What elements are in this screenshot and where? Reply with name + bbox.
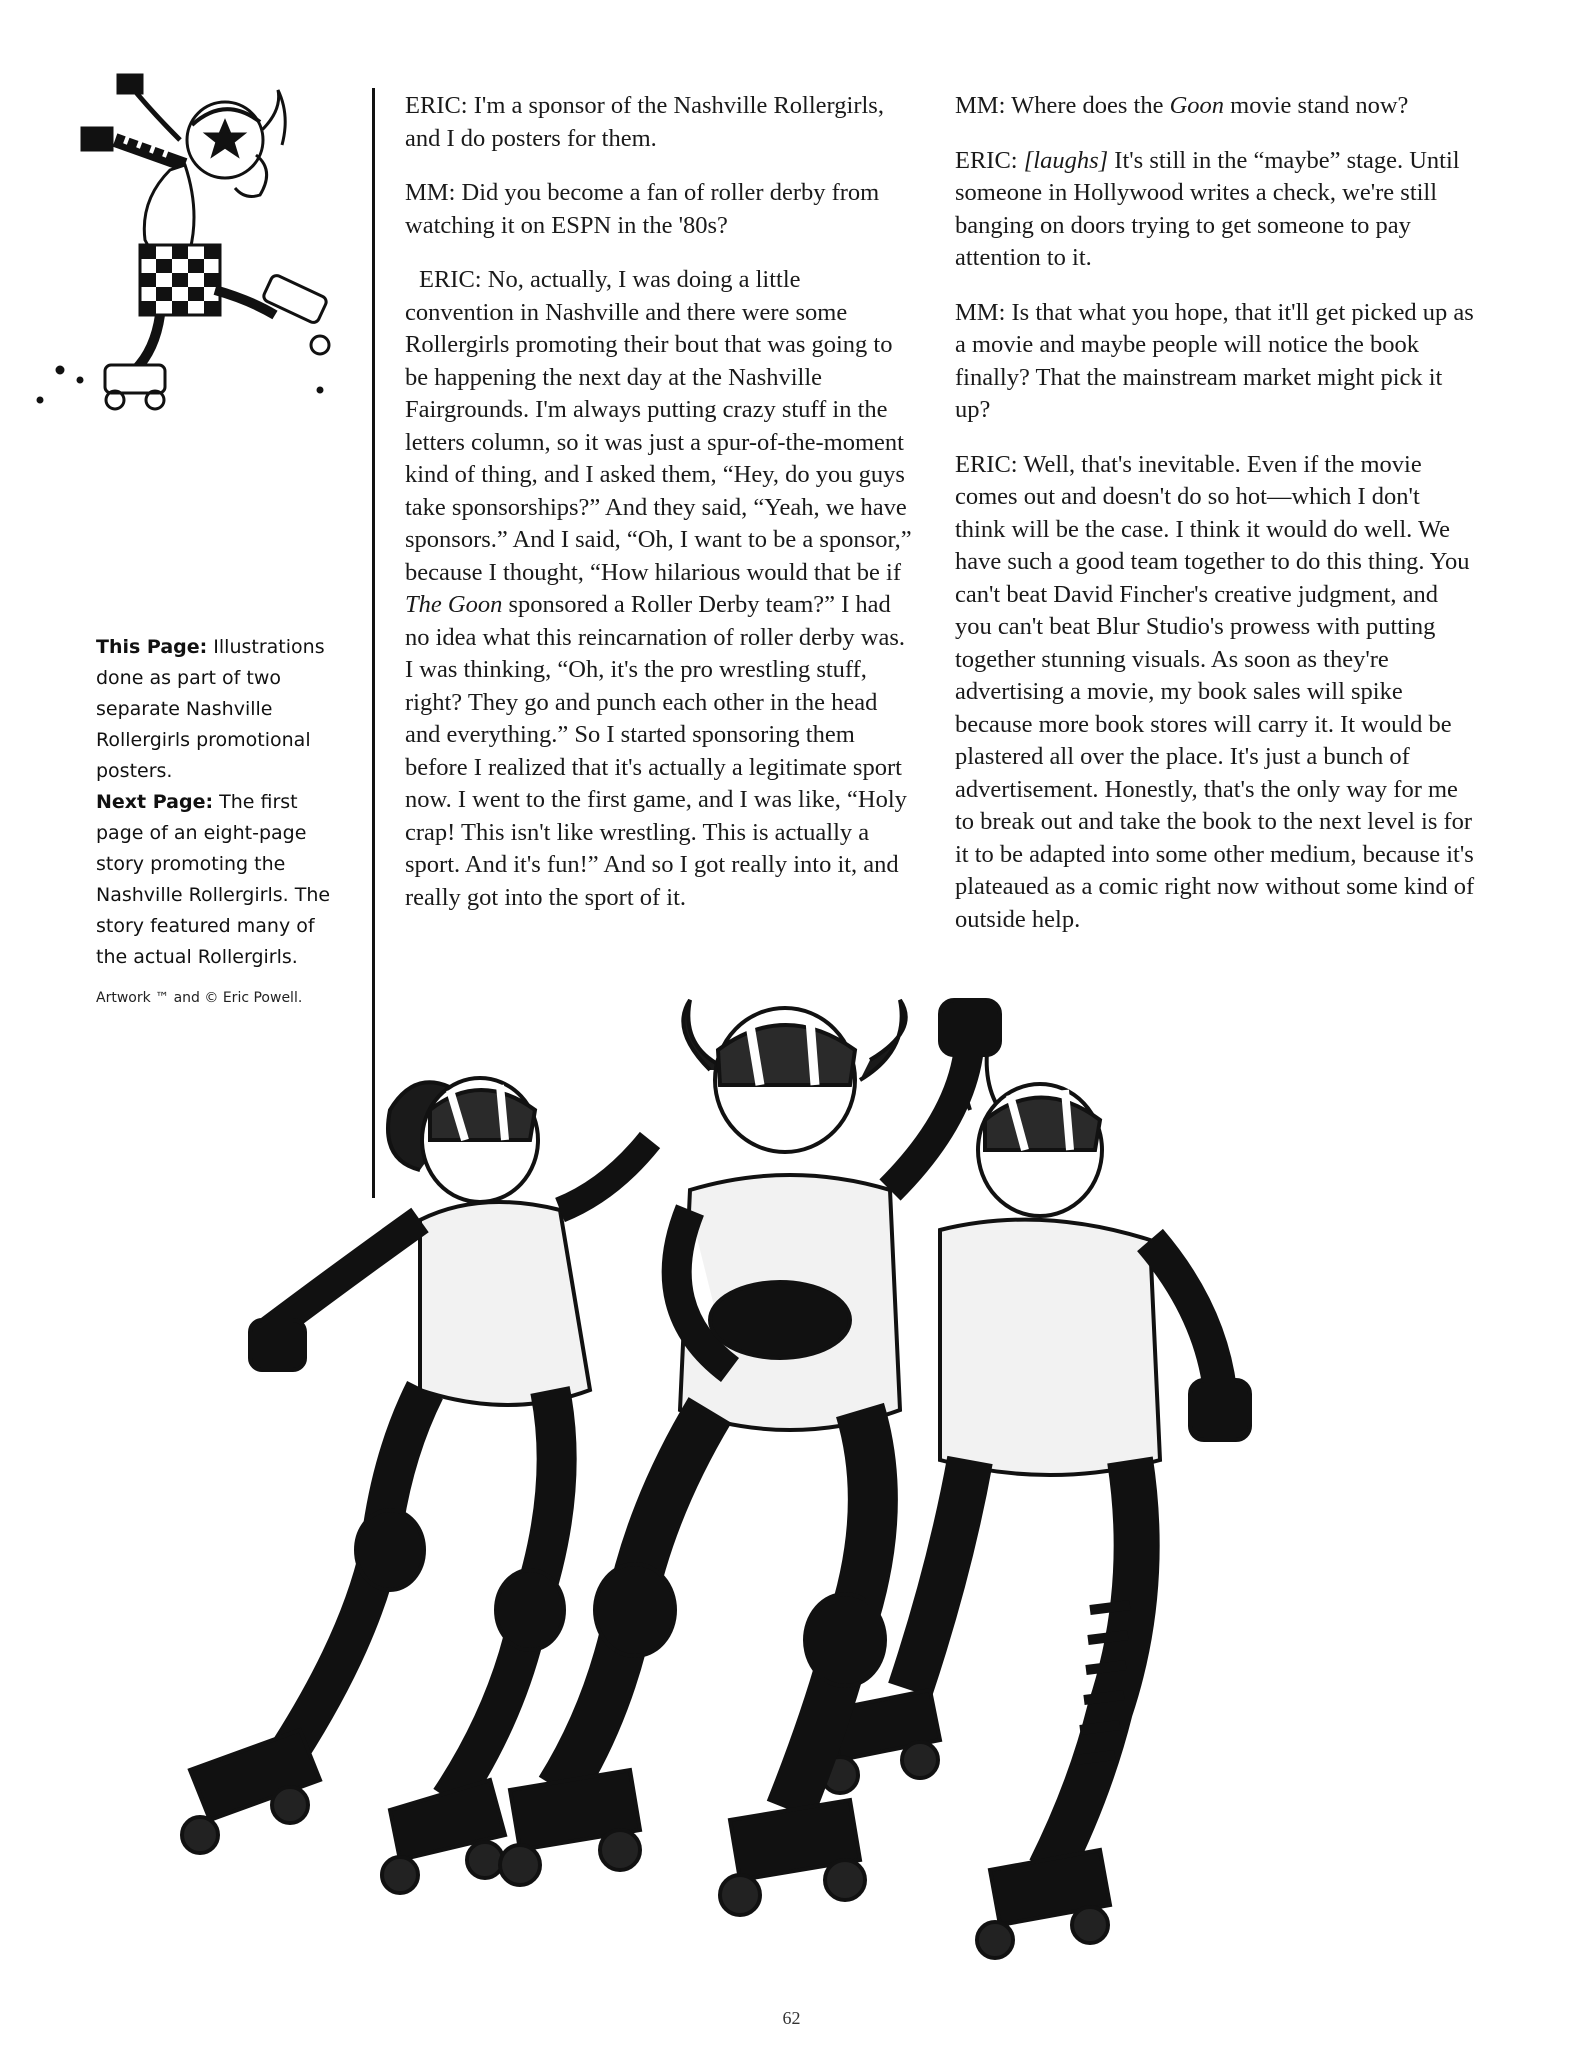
- interview-column-2: [955, 90, 1475, 958]
- stage-direction: [laughs]: [1023, 146, 1109, 174]
- paragraph: [405, 90, 915, 155]
- next-page-text: The first page of an eight-page story promoting the Nashville Rollergirls. The story featured many of the actual Rollergirls.: [96, 791, 331, 968]
- speaker-label: ERIC:: [419, 266, 482, 293]
- paragraph: [405, 177, 915, 242]
- this-page-text: Illustrations done as part of two separate Nashville Rollergirls promotional posters.: [96, 636, 325, 782]
- interview-column-1: [405, 90, 915, 936]
- rollergirls-team-illustration: [90, 990, 1510, 1990]
- speaker-label: ERIC:: [405, 92, 468, 119]
- paragraph-text: No, actually, I was doing a little convention in Nashville and there were some Rollergirls promoting their bout that was going to be happening the next day at the Nashville Fairgrounds. I'm always putting crazy stuff in the letters column, so it was just a spur-of-the-moment kind of thing, and I asked them, “Hey, do you guys take sponsorships?” And they said, “Yeah, we have sponsors.” And I said, “Oh, I want to be a sponsor,” because I thought, “How hilarious would that be if: [405, 266, 912, 586]
- comic-title: Goon: [1169, 92, 1225, 119]
- paragraph-text: It's still in the “maybe” stage. Until someone in Hollywood writes a check, we're still banging on doors trying to get someone to pay attention to it.: [955, 146, 1460, 271]
- next-page-label: Next Page:: [96, 791, 214, 813]
- rollergirl-spot-illustration: [20, 70, 350, 440]
- speaker-label: ERIC:: [955, 450, 1018, 478]
- paragraph: [955, 145, 1475, 275]
- paragraph: [955, 297, 1475, 427]
- paragraph-text: I'm a sponsor of the Nashville Rollergirls, and I do posters for them.: [405, 92, 884, 152]
- paragraph: [955, 449, 1475, 937]
- paragraph-text: movie stand now?: [1230, 92, 1409, 119]
- page-number: 62: [782, 2008, 801, 2028]
- paragraph-text: Where does the: [1011, 92, 1164, 119]
- paragraph-text: sponsored a Roller Derby team?” I had no idea what this reincarnation of roller derby was. I was thinking, “Oh, it's the pro wrestling stuff, right? They go and punch each other in the head and everything.” So I started sponsoring them before I realized that it's actually a legitimate sport now. I went to the first game, and I was like, “Holy crap! This isn't like wrestling. This is actually a sport. And it's fun!” And so I got really into it, and really got into the sport of it.: [405, 591, 907, 911]
- comic-title: The Goon: [405, 591, 503, 618]
- image-caption: [96, 632, 331, 973]
- speaker-label: ERIC:: [955, 146, 1018, 174]
- artwork-credit: Artwork ™ and © Eric Powell.: [96, 990, 303, 1006]
- speaker-label: MM:: [405, 179, 456, 206]
- speaker-label: MM:: [955, 298, 1006, 326]
- paragraph-text: Is that what you hope, that it'll get picked up as a movie and maybe people will notice the book finally? That the mainstream market might pick it up?: [955, 298, 1474, 423]
- paragraph-text: Well, that's inevitable. Even if the movie comes out and doesn't do so hot—which I don't think will be the case. I think it would do well. We have such a good team together to do this thing. You can't beat David Fincher's creative judgment, and you can't beat Blur Studio's prowess with putting together stunning visuals. As soon as they're advertising a movie, my book sales will spike because more book stores will carry it. It would be plastered all over the place. It's just a bunch of advertisement. Honestly, that's the only way for me to break out and take the book to the next level is for it to be adapted into some other medium, because it's plateaued as a comic right now without some kind of outside help.: [955, 450, 1475, 933]
- paragraph-text: Did you become a fan of roller derby from watching it on ESPN in the '80s?: [405, 179, 880, 239]
- paragraph: [955, 90, 1475, 123]
- paragraph: [405, 264, 915, 914]
- this-page-label: This Page:: [96, 636, 208, 658]
- speaker-label: MM:: [955, 92, 1006, 119]
